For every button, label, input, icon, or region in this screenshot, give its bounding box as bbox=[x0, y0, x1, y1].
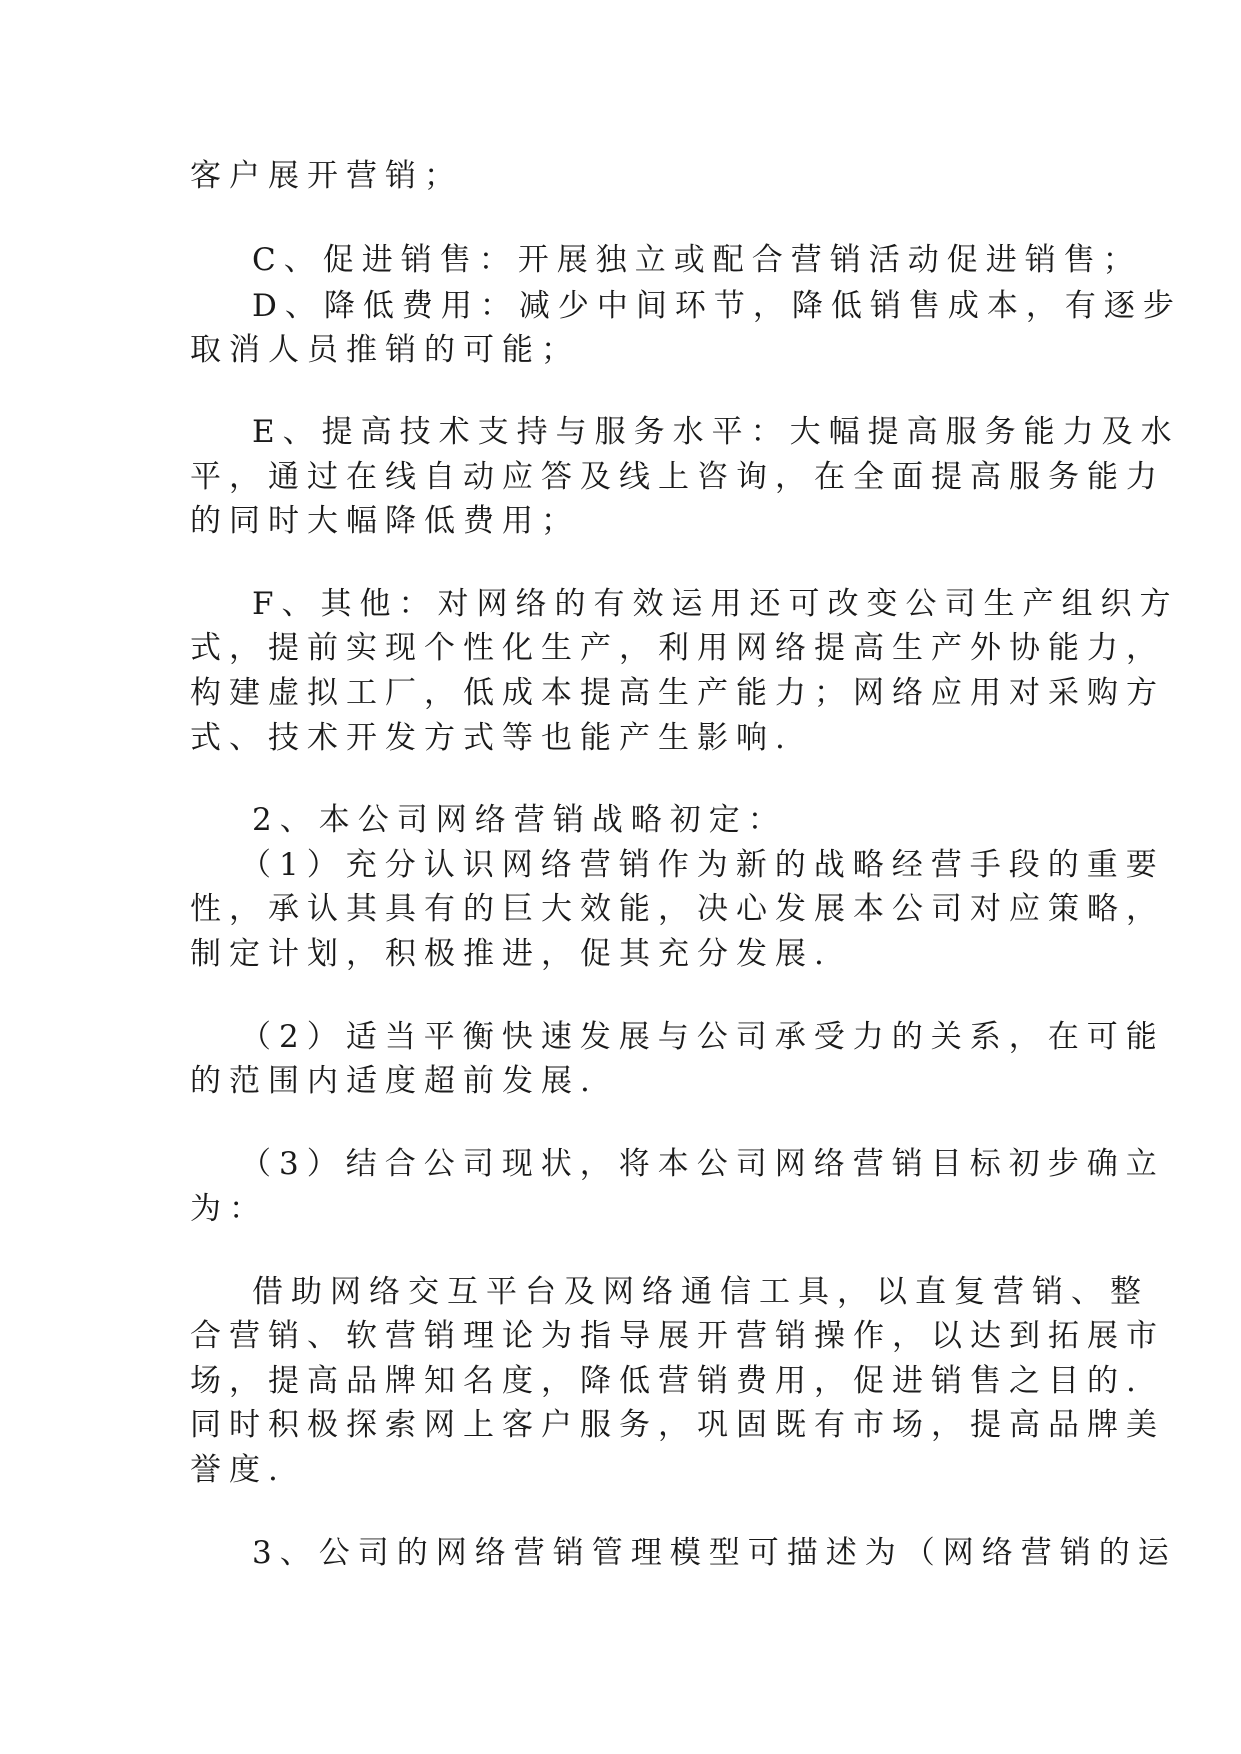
text-line: 3、公司的网络营销管理模型可描述为（网络营销的运 bbox=[252, 1535, 1177, 1571]
text-line: 构建虚拟工厂，低成本提高生产能力；网络应用对采购方 bbox=[190, 675, 1165, 711]
text-line: 的范围内适度超前发展. bbox=[190, 1063, 598, 1099]
text-line: 平，通过在线自动应答及线上咨询，在全面提高服务能力 bbox=[190, 459, 1165, 495]
text-line: 客户展开营销； bbox=[190, 158, 463, 194]
text-line: 式、技术开发方式等也能产生影响. bbox=[190, 720, 793, 756]
text-line: E、提高技术支持与服务水平：大幅提高服务能力及水 bbox=[252, 414, 1180, 450]
text-line: F、其他：对网络的有效运用还可改变公司生产组织方 bbox=[252, 586, 1179, 622]
text-line: （1）充分认识网络营销作为新的战略经营手段的重要 bbox=[240, 847, 1165, 883]
text-line: 2、本公司网络营销战略初定： bbox=[252, 802, 787, 838]
text-line: 借助网络交互平台及网络通信工具，以直复营销、整 bbox=[252, 1274, 1149, 1310]
text-line: 制定计划，积极推进，促其充分发展. bbox=[190, 936, 832, 972]
text-line: 的同时大幅降低费用； bbox=[190, 503, 580, 539]
text-line: 同时积极探索网上客户服务，巩固既有市场，提高品牌美 bbox=[190, 1407, 1165, 1443]
text-line: 性，承认其具有的巨大效能，决心发展本公司对应策略， bbox=[190, 891, 1165, 927]
text-line: C、促进销售：开展独立或配合营销活动促进销售； bbox=[252, 242, 1142, 278]
text-line: （2）适当平衡快速发展与公司承受力的关系，在可能 bbox=[240, 1019, 1165, 1055]
text-line: 取消人员推销的可能； bbox=[190, 332, 580, 368]
text-line: D、降低费用：减少中间环节，降低销售成本，有逐步 bbox=[252, 288, 1182, 324]
text-line: 式，提前实现个性化生产，利用网络提高生产外协能力， bbox=[190, 630, 1165, 666]
text-line: （3）结合公司现状，将本公司网络营销目标初步确立 bbox=[240, 1146, 1165, 1182]
text-line: 誉度. bbox=[190, 1452, 286, 1488]
text-line: 场，提高品牌知名度，降低营销费用，促进销售之目的. bbox=[190, 1363, 1144, 1399]
text-line: 合营销、软营销理论为指导展开营销操作，以达到拓展市 bbox=[190, 1318, 1165, 1354]
text-line: 为： bbox=[190, 1191, 268, 1227]
